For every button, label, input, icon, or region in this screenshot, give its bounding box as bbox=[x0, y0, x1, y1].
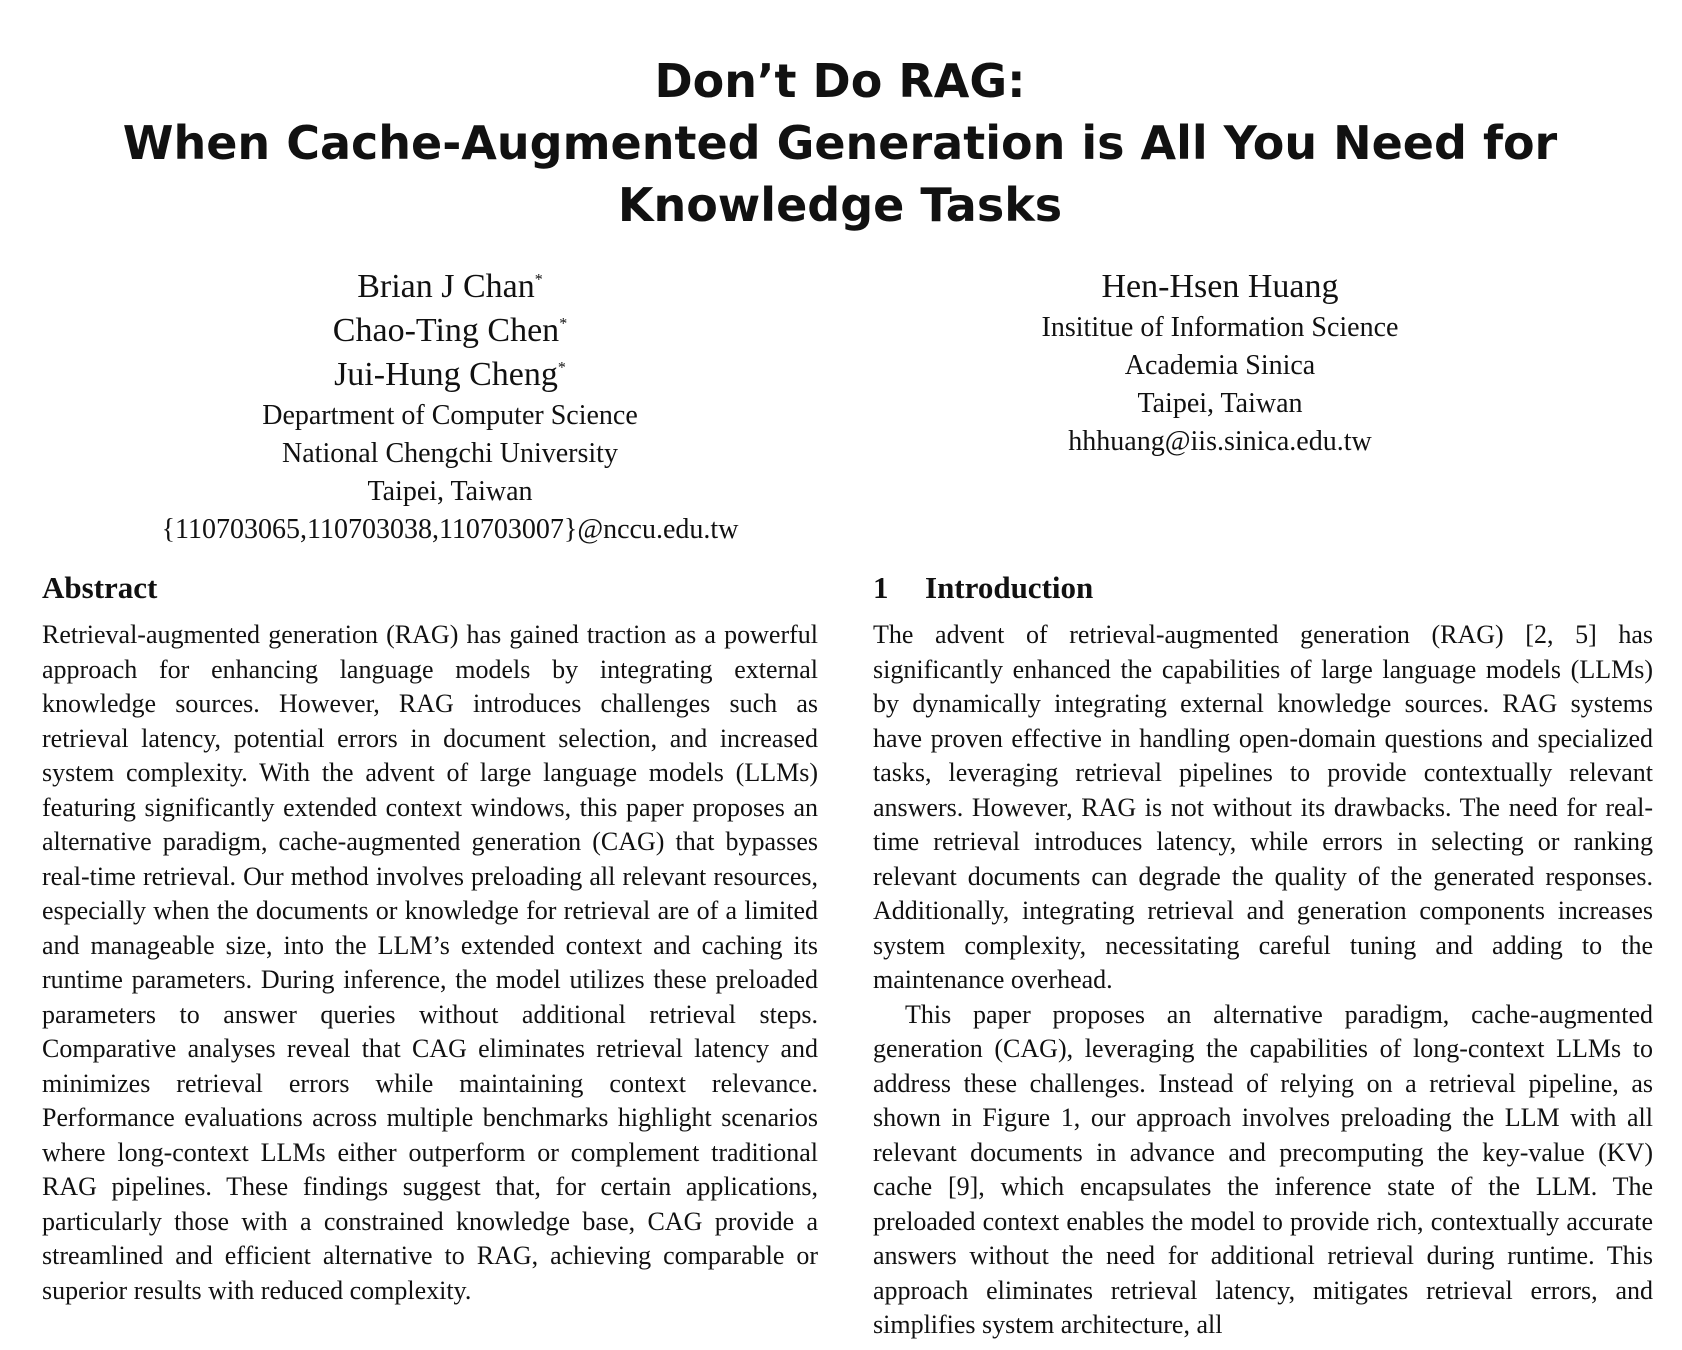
author-location: Taipei, Taiwan bbox=[367, 476, 533, 507]
author-email: hhhuang@iis.sinica.edu.tw bbox=[1068, 426, 1372, 457]
author-name: Brian J Chan* bbox=[357, 268, 543, 305]
author-department: Department of Computer Science bbox=[262, 400, 638, 431]
author-name: Chao-Ting Chen* bbox=[332, 312, 568, 349]
abstract-text: Retrieval-augmented generation (RAG) has gained traction as a powerful approach for enhancing language models by integrating external knowledge sources. However, RAG introduces challenges such as retrieval latency, potential errors in document selection, and increased system complexity. With the advent of large language models (LLMs) featuring significantly extended context windows, this paper proposes an alternative paradigm, cache-augmented generation (CAG) that bypasses real-time retrieval. Our method involves preloading all relevant resources, especially when the documents or knowledge for retrieval are of a limited and manageable size, into the LLM’s extended context and caching its runtime parameters. During inference, the model utilizes these preloaded parameters to answer queries without additional retrieval steps. Comparative analyses reveal that CAG eliminates retrieval latency and minimizes retrieval errors while maintaining context relevance. Performance evaluations across multiple benchmarks highlight scenarios where long-context LLMs either outperform or complement traditional RAG pipelines. These findings suggest that, for certain applications, particularly those with a constrained knowledge base, CAG provide a streamlined and efficient alternative to RAG, achieving comparable or superior results with reduced complexity. bbox=[42, 620, 818, 1305]
abstract-heading: Abstract bbox=[42, 570, 158, 605]
author-institute: Insititue of Information Science bbox=[1041, 312, 1399, 343]
introduction-heading bbox=[873, 568, 1653, 608]
section-number: 1 bbox=[873, 570, 889, 605]
introduction-body bbox=[873, 618, 1653, 1350]
abstract-section bbox=[42, 568, 818, 1308]
title-line-3: Knowledge Tasks bbox=[617, 178, 1063, 232]
author-block-nccu bbox=[90, 265, 810, 549]
author-name: Jui-Hung Cheng* bbox=[334, 356, 566, 393]
introduction-section bbox=[873, 568, 1653, 1350]
author-org: Academia Sinica bbox=[1124, 350, 1316, 381]
author-university: National Chengchi University bbox=[282, 438, 618, 469]
author-name: Hen-Hsen Huang bbox=[1101, 268, 1339, 305]
title-line-1: Don’t Do RAG: bbox=[654, 54, 1026, 108]
paper-title bbox=[80, 50, 1600, 236]
author-block-sinica bbox=[860, 265, 1580, 461]
author-location: Taipei, Taiwan bbox=[1137, 388, 1303, 419]
title-line-2: When Cache-Augmented Generation is All You Need for bbox=[122, 116, 1558, 170]
intro-paragraph-2: This paper proposes an alternative paradigm, cache-augmented generation (CAG), leveraging the capabilities of long-context LLMs to address these challenges. Instead of relying on a retrieval pipeline, as shown in Figure 1, our approach involves preloading the LLM with all relevant documents in advance and precomputing the key-value (KV) cache [9], which encapsulates the inference state of the LLM. The preloaded context enables the model to provide rich, contextually accurate answers without the need for additional retrieval during runtime. This approach eliminates retrieval latency, mitigates retrieval errors, and simplifies system architecture, all bbox=[873, 999, 1653, 1339]
section-title: Introduction bbox=[925, 570, 1094, 605]
author-email: {110703065,110703038,110703007}@nccu.edu.tw bbox=[161, 514, 739, 545]
intro-paragraph-1: The advent of retrieval-augmented generation (RAG) [2, 5] has significantly enhanced the capabilities of large language models (LLMs) by dynamically integrating external knowledge sources. RAG systems have proven effective in handling open-domain questions and specialized tasks, leveraging retrieval pipelines to provide contextually relevant answers. However, RAG is not without its drawbacks. The need for real-time retrieval introduces latency, while errors in selecting or ranking relevant documents can degrade the quality of the generated responses. Additionally, integrating retrieval and generation components increases system complexity, necessitating careful tuning and adding to the maintenance overhead. bbox=[873, 620, 1653, 994]
